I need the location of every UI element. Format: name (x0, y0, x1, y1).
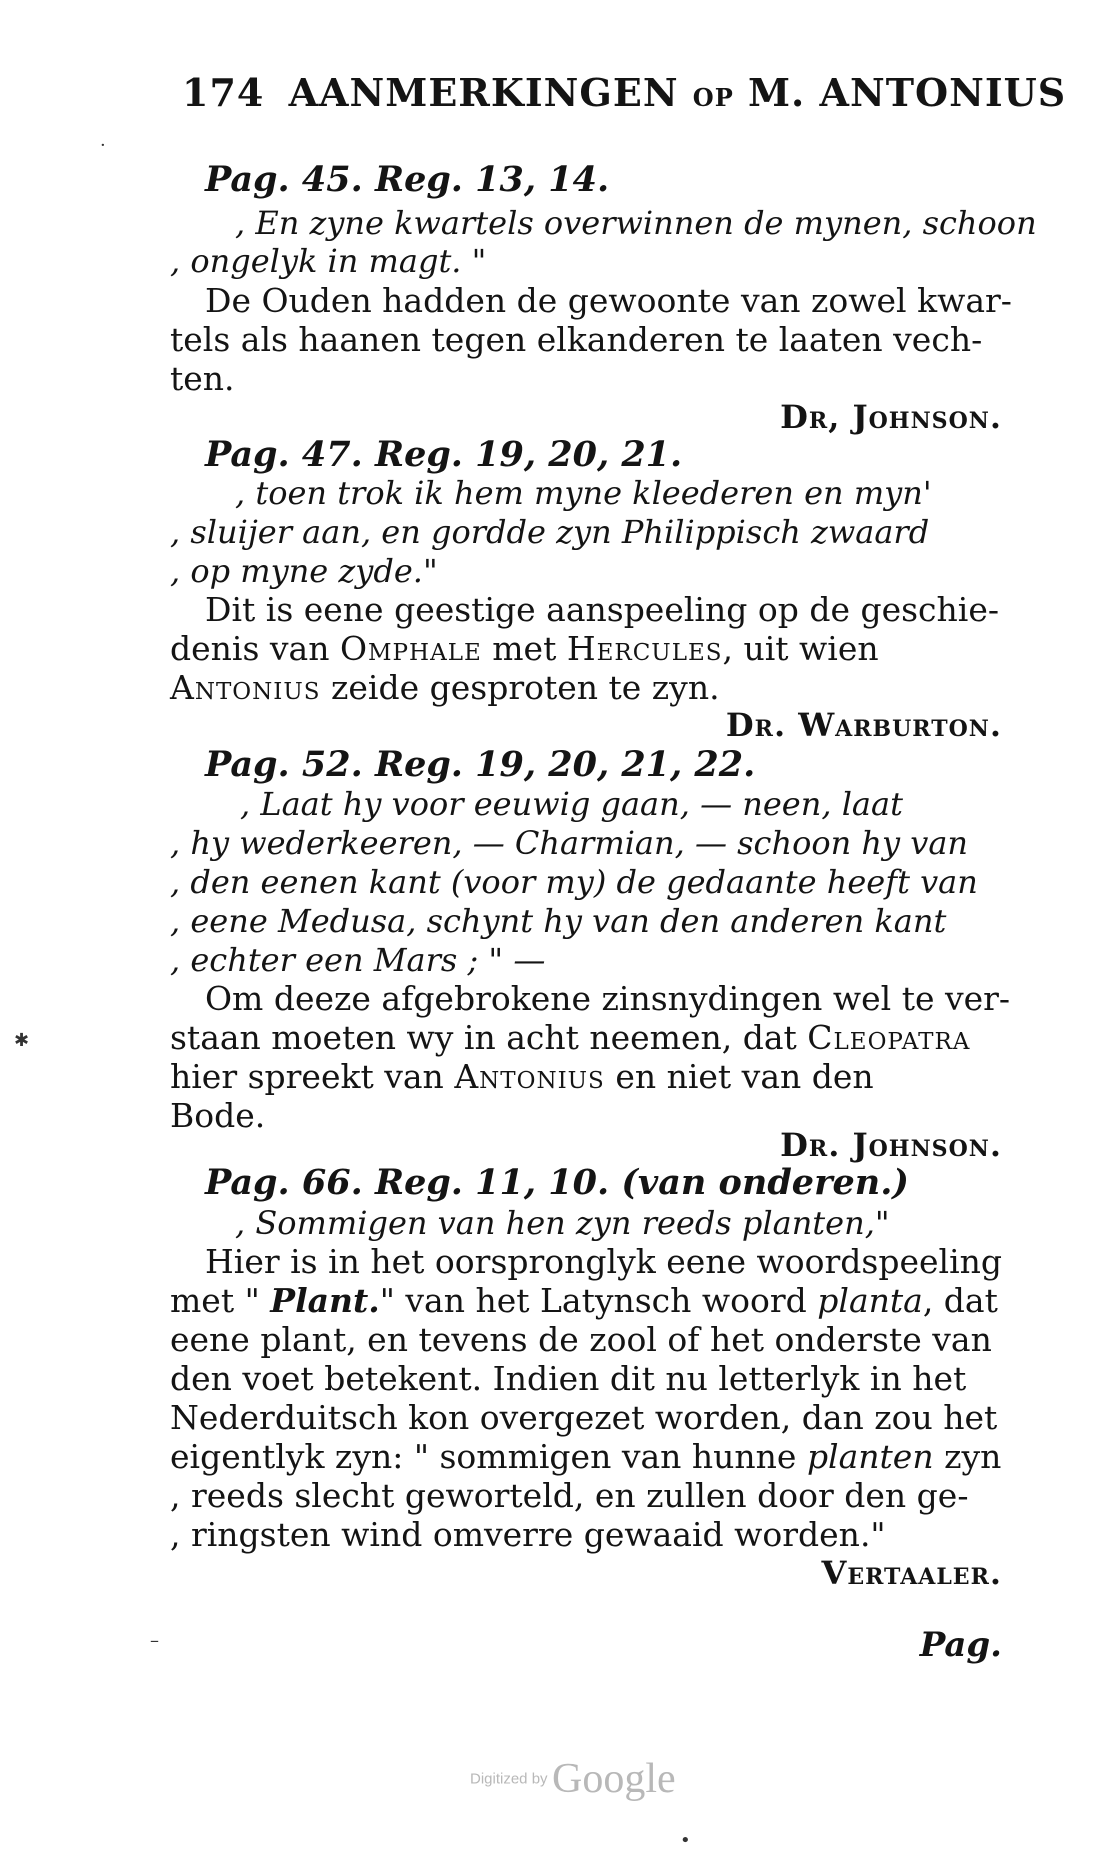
note-4-reference: Pag. 66. Reg. 11, 10. (van onderen.) (205, 1162, 909, 1203)
ink-speck: ✱ (14, 1030, 30, 1051)
note-4-text-line: den voet betekent. Indien dit nu letterlyk in het (170, 1359, 967, 1398)
note-1-text-line: tels als haanen tegen elkanderen te laaten vech- (170, 320, 983, 359)
note-3-quote-line: , hy wederkeeren, — Charmian, — schoon hy van (170, 824, 969, 862)
page-number: 174 (182, 70, 265, 115)
note-3-quote-line: , Laat hy voor eeuwig gaan, — neen, laat (240, 785, 903, 823)
note-2-quote-line: , toen trok ik hem myne kleederen en myn' (235, 474, 932, 512)
note-4-quote-line: , Sommigen van hen zyn reeds planten," (235, 1204, 890, 1242)
name-hercules: Hercules (566, 629, 723, 668)
note-4-text-line: eene plant, en tevens de zool of het onderste van (170, 1320, 992, 1359)
note-4-text-line: , reeds slecht geworteld, en zullen door den ge- (170, 1476, 969, 1515)
note-1-text-line: ten. (170, 359, 235, 398)
digitized-label: Digitized by (470, 1770, 548, 1788)
note-3-reference: Pag. 52. Reg. 19, 20, 21, 22. (205, 744, 756, 785)
note-3-text-line: Bode. (170, 1096, 266, 1135)
note-2-signature: Dr. Warburton. (725, 706, 1002, 744)
note-3-signature: Dr. Johnson. (780, 1126, 1002, 1164)
word-planta: planta (817, 1281, 923, 1320)
note-2-reference: Pag. 47. Reg. 19, 20, 21. (205, 434, 683, 475)
note-3-text-line: staan moeten wy in acht neemen, dat Cleopatra (170, 1018, 971, 1057)
note-1-text-line: De Ouden hadden de gewoonte van zowel kwar- (205, 281, 1012, 320)
note-3-text-line: hier spreekt van Antonius en niet van den (170, 1057, 874, 1096)
word-plant: Plant. (270, 1281, 380, 1320)
header-title-b: M. ANTONIUS (747, 70, 1067, 115)
note-2-text-line: Antonius zeide gesproten te zyn. (170, 668, 720, 707)
note-2-quote-line: , sluijer aan, en gordde zyn Philippisch zwaard (170, 513, 930, 551)
header-title-a: AANMERKINGEN (288, 70, 679, 115)
name-cleopatra: Cleopatra (807, 1018, 971, 1057)
name-antonius: Antonius (454, 1057, 605, 1096)
note-1-quote-line: , En zyne kwartels overwinnen de mynen, schoon (235, 204, 1037, 242)
note-4-text-line: eigentlyk zyn: " sommigen van hunne planten zyn (170, 1437, 1002, 1476)
running-header (182, 70, 1067, 115)
note-4-signature: Vertaaler. (821, 1554, 1002, 1592)
note-3-quote-line: , echter een Mars ; " — (170, 941, 546, 979)
note-3-quote-line: , den eenen kant (voor my) de gedaante heeft van (170, 863, 978, 901)
note-4-text-line: Nederduitsch kon overgezet worden, dan zou het (170, 1398, 998, 1437)
catchword: Pag. (919, 1625, 1002, 1665)
note-2-text-line: Dit is eene geestige aanspeeling op de geschie- (205, 590, 1000, 629)
google-logo: Google (552, 1756, 676, 1802)
name-omphale: Omphale (339, 629, 482, 668)
note-2-quote-line: , op myne zyde." (170, 552, 438, 590)
note-1-reference: Pag. 45. Reg. 13, 14. (205, 159, 610, 200)
note-1-quote-line: , ongelyk in magt. " (170, 242, 487, 280)
ink-speck: · (100, 135, 106, 156)
note-4-text-line: Hier is in het oorspronglyk eene woordspeeling (205, 1242, 1003, 1281)
note-1-signature: Dr, Johnson. (780, 398, 1002, 436)
note-2-text-line: denis van Omphale met Hercules, uit wien (170, 629, 879, 668)
note-4-text-line: , ringsten wind omverre gewaaid worden." (170, 1515, 886, 1554)
digitized-by-watermark (470, 1755, 676, 1803)
note-3-text-line: Om deeze afgebrokene zinsnydingen wel te ver- (205, 979, 1011, 1018)
header-title-op: OP (692, 83, 734, 112)
note-4-text-line: met " Plant." van het Latynsch woord planta, dat (170, 1281, 998, 1320)
word-planten: planten (806, 1437, 934, 1476)
ink-speck: • (680, 1830, 691, 1851)
note-3-quote-line: , eene Medusa, schynt hy van den anderen kant (170, 902, 947, 940)
name-antonius: Antonius (170, 668, 321, 707)
ink-speck: – (150, 1630, 159, 1651)
